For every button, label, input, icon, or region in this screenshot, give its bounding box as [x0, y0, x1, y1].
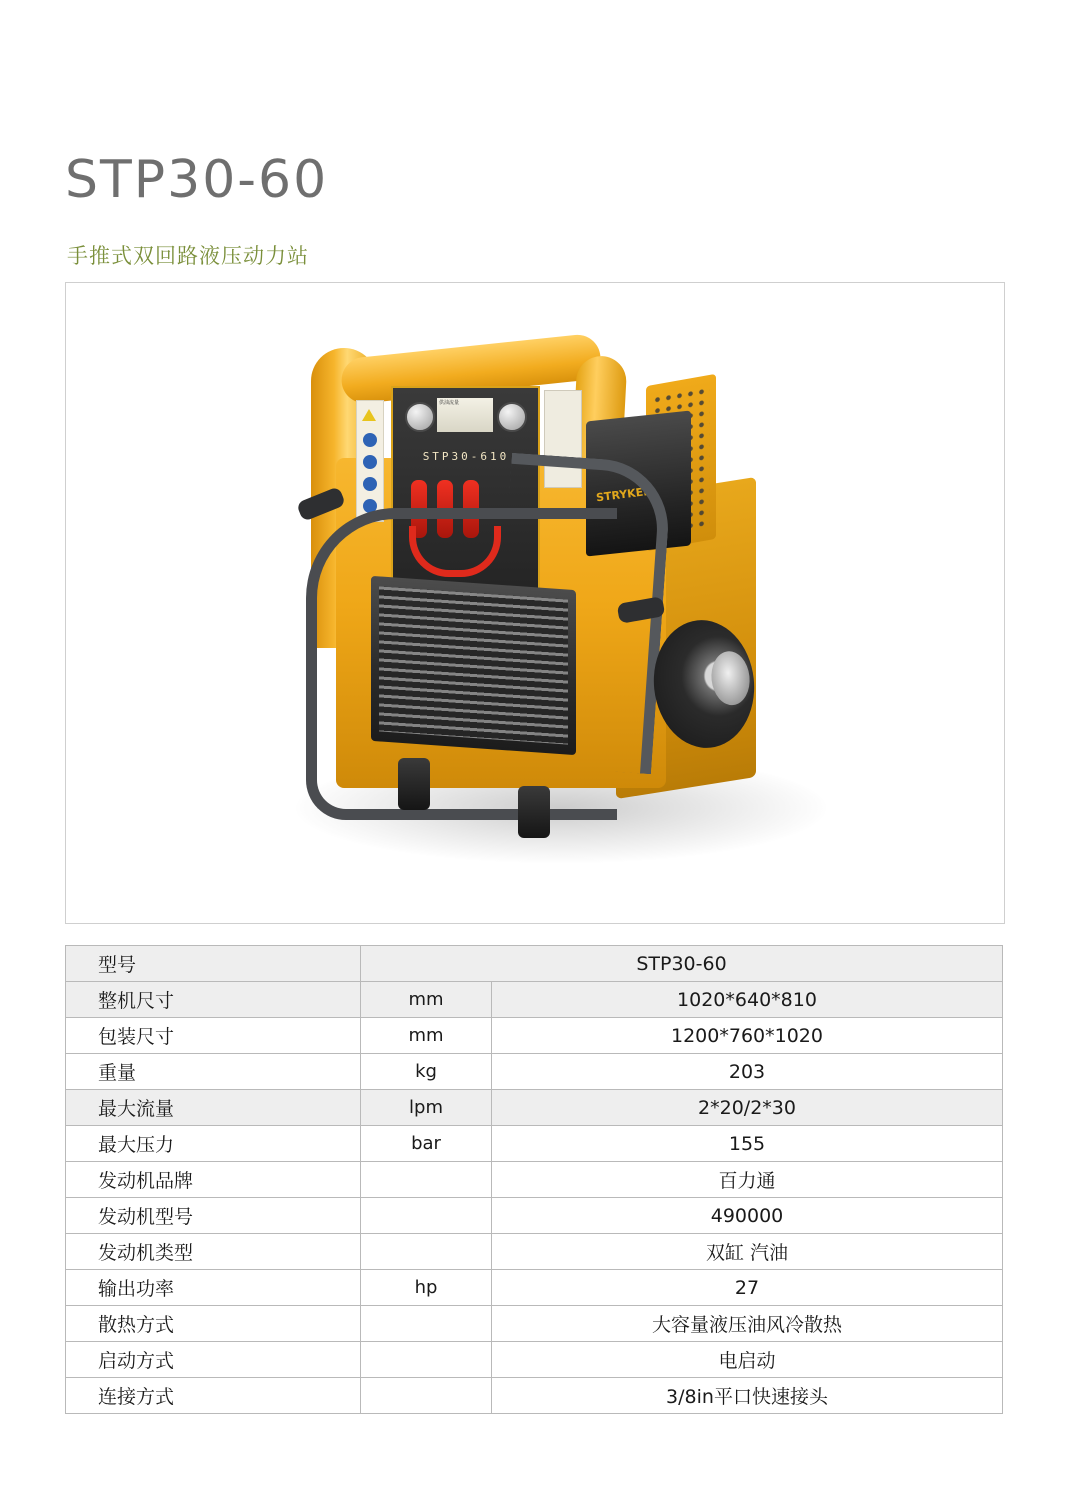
table-row — [66, 982, 1003, 1018]
table-row — [66, 1270, 1003, 1306]
spec-value: 大容量液压油风冷散热 — [492, 1306, 1003, 1342]
support-foot — [518, 786, 550, 838]
info-icon — [363, 433, 377, 447]
spec-value: 百力通 — [492, 1162, 1003, 1198]
spec-label: 重量 — [66, 1054, 361, 1090]
spec-value: 3/8in平口快速接头 — [492, 1378, 1003, 1414]
panel-model-text: STP30-610 — [422, 450, 510, 463]
spec-value: 1020*640*810 — [492, 982, 1003, 1018]
spec-unit: hp — [361, 1270, 492, 1306]
support-foot — [398, 758, 430, 810]
page-subtitle: 手推式双回路液压动力站 — [67, 244, 309, 268]
pressure-gauge-icon — [405, 402, 435, 432]
machine-illustration — [286, 338, 806, 858]
spec-value: 203 — [492, 1054, 1003, 1090]
info-icon — [363, 455, 377, 469]
spec-value: STP30-60 — [361, 946, 1003, 982]
spec-label: 最大流量 — [66, 1090, 361, 1126]
spec-label: 发动机型号 — [66, 1198, 361, 1234]
table-row — [66, 1162, 1003, 1198]
table-row — [66, 946, 1003, 982]
table-row — [66, 1198, 1003, 1234]
spec-label: 连接方式 — [66, 1378, 361, 1414]
spec-unit — [361, 1162, 492, 1198]
engine-brand-label: STRYKER — [595, 484, 653, 505]
spec-value: 2*20/2*30 — [492, 1090, 1003, 1126]
warning-label-strip — [356, 400, 384, 522]
spec-value: 电启动 — [492, 1342, 1003, 1378]
spec-value: 双缸 汽油 — [492, 1234, 1003, 1270]
product-photo — [66, 283, 1004, 923]
spec-label: 发动机品牌 — [66, 1162, 361, 1198]
spec-unit — [361, 1198, 492, 1234]
table-row — [66, 1306, 1003, 1342]
product-image-panel — [65, 282, 1005, 924]
spec-value: 490000 — [492, 1198, 1003, 1234]
spec-value: 27 — [492, 1270, 1003, 1306]
spec-label: 包装尺寸 — [66, 1018, 361, 1054]
spec-unit — [361, 1378, 492, 1414]
spec-label: 型号 — [66, 946, 361, 982]
spec-unit: mm — [361, 1018, 492, 1054]
table-row — [66, 1234, 1003, 1270]
spec-label: 输出功率 — [66, 1270, 361, 1306]
spec-label: 最大压力 — [66, 1126, 361, 1162]
table-row — [66, 1378, 1003, 1414]
spec-unit: bar — [361, 1126, 492, 1162]
flow-label-sticker: 供油流量 — [437, 398, 493, 432]
spec-unit: kg — [361, 1054, 492, 1090]
spec-unit — [361, 1234, 492, 1270]
table-row — [66, 1090, 1003, 1126]
flow-gauge-icon — [497, 402, 527, 432]
spec-label: 发动机类型 — [66, 1234, 361, 1270]
spec-value: 155 — [492, 1126, 1003, 1162]
table-row — [66, 1018, 1003, 1054]
spec-unit — [361, 1342, 492, 1378]
spec-value: 1200*760*1020 — [492, 1018, 1003, 1054]
table-row — [66, 1054, 1003, 1090]
warning-triangle-icon — [362, 409, 376, 421]
info-icon — [363, 477, 377, 491]
spec-label: 启动方式 — [66, 1342, 361, 1378]
spec-unit: lpm — [361, 1090, 492, 1126]
spec-label: 整机尺寸 — [66, 982, 361, 1018]
table-row — [66, 1126, 1003, 1162]
table-row — [66, 1342, 1003, 1378]
spec-unit: mm — [361, 982, 492, 1018]
spec-unit — [361, 1306, 492, 1342]
page-title: STP30-60 — [65, 150, 329, 210]
specification-table — [65, 945, 1003, 1414]
spec-label: 散热方式 — [66, 1306, 361, 1342]
